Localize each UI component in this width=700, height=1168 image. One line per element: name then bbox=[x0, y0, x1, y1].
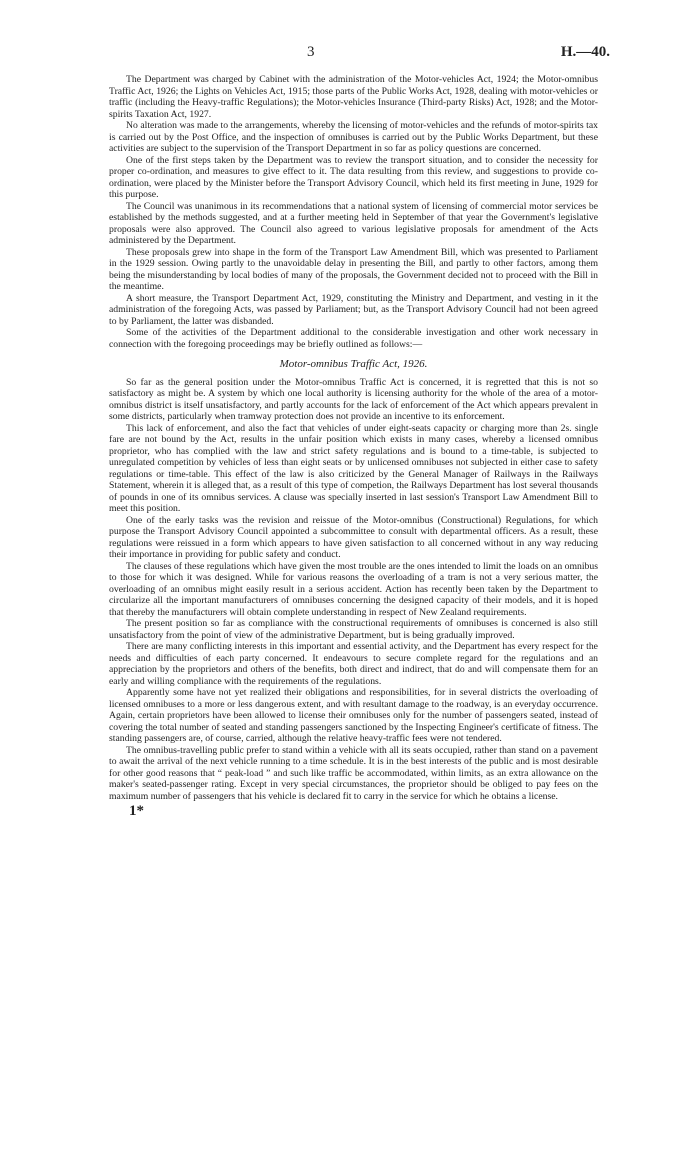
section-heading: Motor-omnibus Traffic Act, 1926. bbox=[279, 358, 428, 370]
paragraph: So far as the general position under the Motor-omnibus Traffic Act is concerned, it is regretted that this is not so satisfactory as might be. A system by which one local authority is licensing authority for the whole of the area of a motor-omnibus district is itself unsatisfactory, and partly accounts for the lack of enforcement of the Act which appears prevalent in some districts, particularly when tramway protection does not provide an incentive to its enforcement. bbox=[109, 376, 598, 422]
paragraph: The clauses of these regulations which have given the most trouble are the ones intended to limit the loads on an omnibus to those for which it was designed. While for various reasons the overloading of a tram is not a very serious matter, the overloading of an omnibus might easily result in a serious accident. Action has recently been taken by the Department to circularize all the important manufacturers of omnibuses concerning the designed capacity of their models, and it is hoped that thereby the manufacturers will obtain complete understanding in respect of New Zealand requirements. bbox=[109, 560, 598, 618]
paragraph: A short measure, the Transport Department Act, 1929, constituting the Ministry and Department, and vesting in it the administration of the foregoing Acts, was passed by Parliament; but, as the Transport Advisory Council had not been agreed to by Parliament, the latter was disbanded. bbox=[109, 292, 598, 327]
document-reference: H.—40. bbox=[560, 44, 610, 60]
paragraph: The Department was charged by Cabinet with the administration of the Motor-vehicles Act, 1924; the Motor-omnibus Traffic Act, 1926; the Lights on Vehicles Act, 1915; those parts of the Public Works Act, 1928, dealing with motor-vehicles or traffic (including the Heavy-traffic Regulations); the Motor-vehicles Insurance (Third-party Risks) Act, 1928; and the Motor-spirits Taxation Act, 1927. bbox=[109, 74, 598, 120]
paragraph: One of the first steps taken by the Department was to review the transport situation, and to consider the necessity for proper co-ordination, and measures to give effect to it. The data resulting from this review, and suggestions to provide co-ordination, were placed by the Minister before the Transport Advisory Council, which held its first meeting in June, 1929 for this purpose. bbox=[109, 154, 598, 200]
paragraph: Some of the activities of the Department additional to the considerable investigation and other work necessary in connection with the foregoing proceedings may be briefly outlined as follows:— bbox=[109, 327, 598, 350]
paragraph: The present position so far as compliance with the constructional requirements of omnibuses is concerned is also still unsatisfactory from the point of view of the administrative Department, but is being gradually improved. bbox=[109, 618, 598, 641]
paragraph: Apparently some have not yet realized their obligations and responsibilities, for in several districts the overloading of licensed omnibuses to a more or less dangerous extent, and with resultant damage to the roadway, is an everyday occurrence. Again, certain proprietors have been allowed to license their omnibuses only for the number of passengers seated, instead of covering the total number of seated and standing passengers sanctioned by the Inspecting Engineer's certificate of fitness. The standing passengers are, of course, carried, although the relative heavy-traffic fees were not tendered. bbox=[109, 687, 598, 744]
paragraph: This lack of enforcement, and also the fact that vehicles of under eight-seats capacity or charging more than 2s. single fare are not bound by the Act, results in the unfair position which exists in many cases, whereby a licensed omnibus proprietor, who has complied with the law and strict safety regulations and is bound to a time-table, is subjected to unregulated competition by vehicles of less than eight seats or by unlicensed omnibuses not subjected in either case to safety regulations or time-table. This effect of the law is also criticized by the General Manager of Railways in the Railways Statement, wherein it is alleged that, as a result of this type of competion, the Railways Department has lost several thousands of pounds in one of its omnibus services. A clause was specially inserted in last session's Transport Law Amendment Bill to meet this position. bbox=[109, 422, 598, 514]
page-number: 3 bbox=[307, 44, 315, 60]
body-text bbox=[109, 74, 598, 818]
paragraph: No alteration was made to the arrangements, whereby the licensing of motor-vehicles and the refunds of motor-spirits tax is carried out by the Post Office, and the inspection of omnibuses is carried out by the Public Works Department, but these activities are subject to the supervision of the Transport Department in so far as policy questions are concerned. bbox=[109, 120, 598, 154]
signature-mark: 1* bbox=[129, 803, 144, 819]
paragraph: The Council was unanimous in its recommendations that a national system of licensing of commercial motor services be established by the methods suggested, and at a further meeting held in September of that year the Government's legislative proposals were also approved. The Council also agreed to various legislative proposals for amendment of the Acts administered by the Department. bbox=[109, 200, 598, 246]
paragraph: There are many conflicting interests in this important and essential activity, and the Department has every respect for the needs and difficulties of each party concerned. It endeavours to secure complete regard for the regulations and an appreciation by the proprietors and others of the benefits, both direct and indirect, that do and will compensate them for an early and willing compliance with the requirements of the regulations. bbox=[109, 641, 598, 687]
paragraph: The omnibus-travelling public prefer to stand within a vehicle with all its seats occupied, rather than stand on a pavement to await the arrival of the next vehicle running to a time schedule. It is in the best interests of the public and is most desirable for other good reasons that “ peak-load ” and such like traffic be accommodated, within limits, as an extra allowance on the maker's seated-passenger rating. Except in very special circumstances, the proprietor should be obliged to pay fees on the maximum number of passengers that his vehicle is declared fit to carry in the service for which he obtains a license. bbox=[109, 744, 598, 802]
paragraph: These proposals grew into shape in the form of the Transport Law Amendment Bill, which was presented to Parliament in the 1929 session. Owing partly to the unavoidable delay in presenting the Bill, and partly to other factors, among them being the misunderstanding by local bodies of many of the proposals, the Government decided not to proceed with the Bill in the meantime. bbox=[109, 246, 598, 292]
paragraph: One of the early tasks was the revision and reissue of the Motor-omnibus (Constructional) Regulations, for which purpose the Transport Advisory Council appointed a subcommittee to consult with departmental officers. As a result, these regulations were reissued in a form which appears to have given satisfaction to all concerned without in any way reducing their importance in providing for public safety and conduct. bbox=[109, 514, 598, 560]
